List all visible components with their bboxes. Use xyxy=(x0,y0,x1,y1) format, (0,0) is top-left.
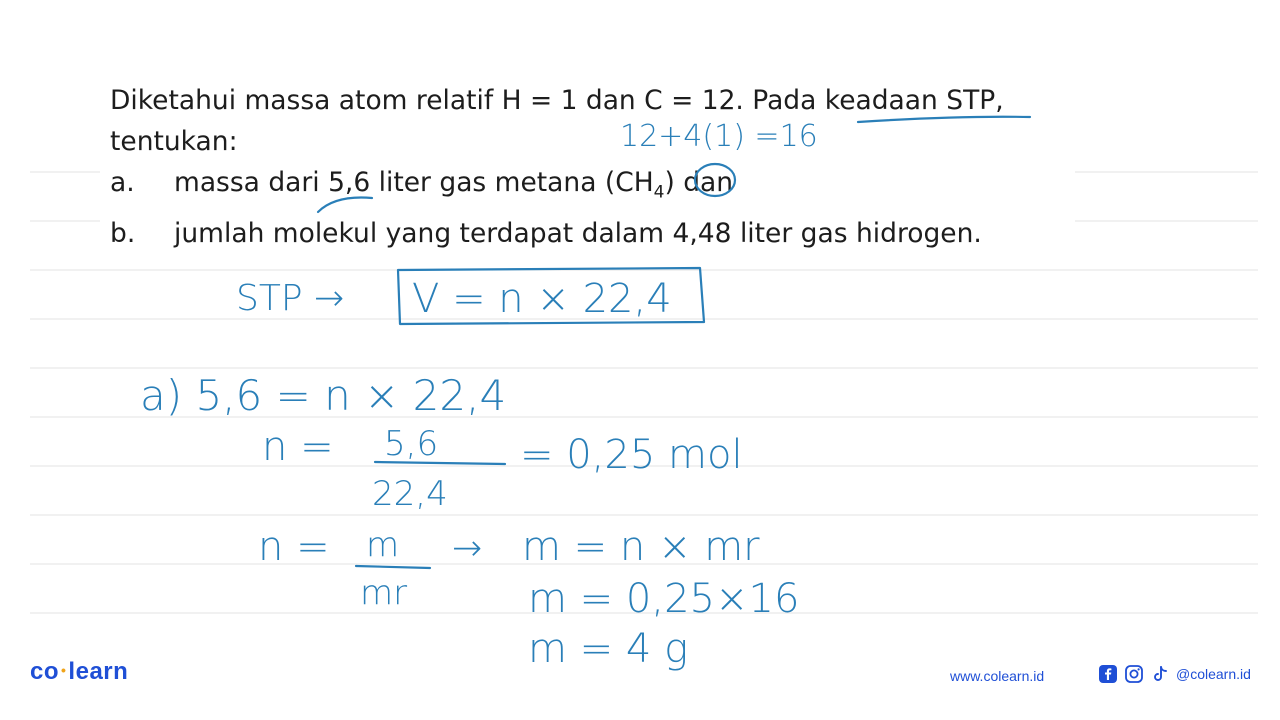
instagram-icon[interactable] xyxy=(1124,664,1144,684)
logo-left: co xyxy=(30,658,60,685)
mr-calc: 12+4(1) =16 xyxy=(620,119,818,154)
fraction-bar-m xyxy=(356,566,430,568)
item-text: jumlah molekul yang terdapat dalam 4,48 liter gas hidrogen. xyxy=(174,218,982,250)
step-n-label: n = xyxy=(262,424,334,470)
stp-formula: V = n × 22,4 xyxy=(412,276,672,322)
colearn-logo xyxy=(30,658,128,686)
step-a1: a) 5,6 = n × 22,4 xyxy=(140,371,507,420)
step-m-arrow: → xyxy=(452,528,483,569)
step-m-den: mr xyxy=(360,573,408,613)
facebook-icon[interactable] xyxy=(1098,664,1118,684)
item-subscript: 4 xyxy=(653,182,665,203)
subscript-circle xyxy=(695,164,735,196)
molekul-mark xyxy=(318,198,372,212)
step-n-den: 22,4 xyxy=(372,474,448,514)
step-m-formula: m = n × mr xyxy=(522,524,760,570)
tiktok-icon[interactable] xyxy=(1150,664,1170,684)
item-text-before: massa dari 5,6 liter gas metana (CH xyxy=(174,167,654,198)
social-links xyxy=(1098,664,1251,684)
stp-underline xyxy=(858,117,1030,122)
step-m-label: n = xyxy=(258,524,330,570)
logo-dot: • xyxy=(61,662,67,678)
step-m-sub: m = 0,25×16 xyxy=(528,576,800,622)
problem-intro-line2: tentukan: xyxy=(110,126,238,157)
item-text-after: ) dan xyxy=(664,167,734,198)
step-m-final: m = 4 g xyxy=(528,626,689,672)
social-handle[interactable]: @colearn.id xyxy=(1176,666,1251,682)
item-marker: b. xyxy=(110,218,136,250)
item-marker: a. xyxy=(110,167,135,198)
logo-right: learn xyxy=(68,658,129,685)
website-link[interactable]: www.colearn.id xyxy=(950,668,1045,684)
step-n-result: = 0,25 mol xyxy=(520,432,743,478)
stp-label: STP → xyxy=(236,278,345,319)
step-m-num: m xyxy=(366,525,400,565)
step-n-num: 5,6 xyxy=(384,424,439,464)
problem-intro-line1: Diketahui massa atom relatif H = 1 dan C = 12. Pada keadaan STP, xyxy=(110,85,1004,116)
